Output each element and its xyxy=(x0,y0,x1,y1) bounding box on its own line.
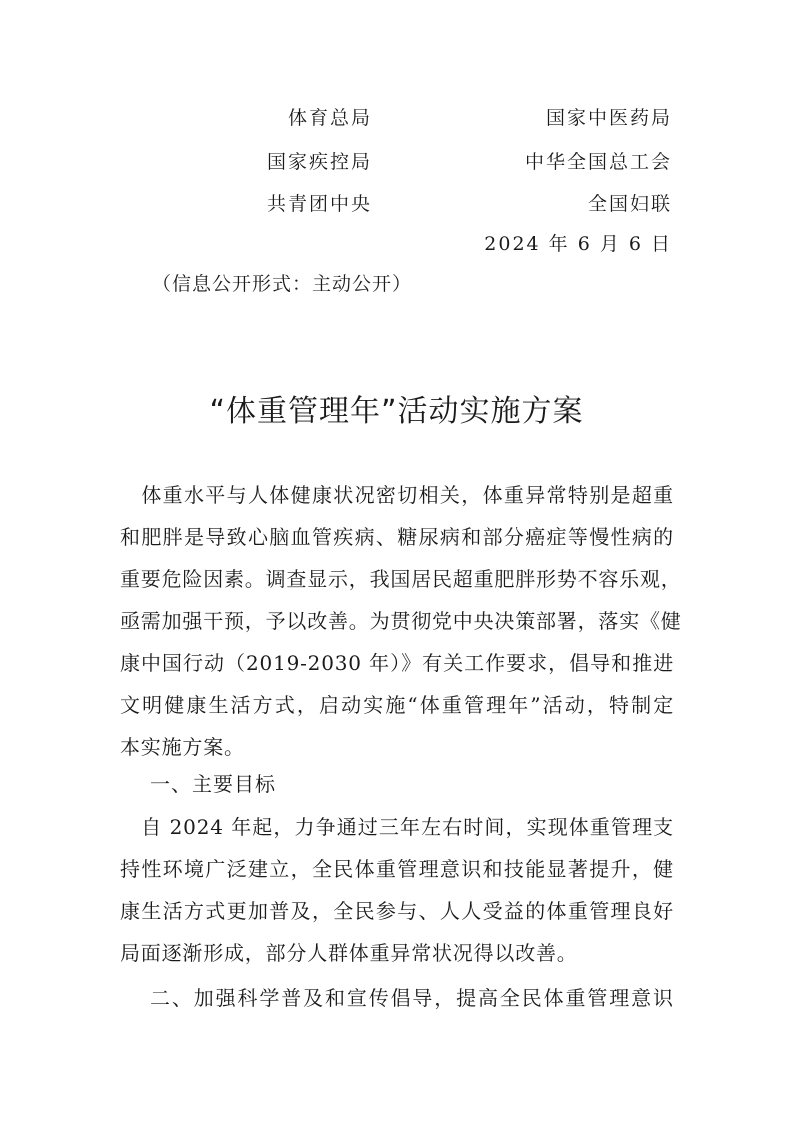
goals-line: 持性环境广泛建立，全民体重管理意识和技能显著提升，健 xyxy=(120,857,674,881)
intro-paragraph xyxy=(120,474,682,768)
signatory-left-1: 体育总局 xyxy=(287,107,372,129)
signatory-right-3: 全国妇联 xyxy=(587,193,672,215)
signatory-right-2: 中华全国总工会 xyxy=(524,151,672,173)
section-heading-science: 二、加强科学普及和宣传倡导，提高全民体重管理意识 xyxy=(150,986,674,1010)
goals-line: 康生活方式更加普及，全民参与、人人受益的体重管理良好 xyxy=(120,899,674,923)
signatory-right-1: 国家中医药局 xyxy=(545,107,672,129)
signatory-left-2: 国家疾控局 xyxy=(266,151,372,173)
intro-line: 康中国行动（2019-2030 年）》有关工作要求，倡导和推进 xyxy=(120,651,674,675)
disclosure-note: （信息公开形式：主动公开） xyxy=(152,273,413,295)
intro-line: 和肥胖是导致心脑血管疾病、糖尿病和部分癌症等慢性病的 xyxy=(120,525,674,549)
intro-line: 亟需加强干预，予以改善。为贯彻党中央决策部署，落实《健 xyxy=(120,609,682,633)
goals-line: 局面逐渐形成，部分人群体重异常状况得以改善。 xyxy=(120,941,578,965)
document-title: “体重管理年”活动实施方案 xyxy=(209,394,584,429)
goals-paragraph xyxy=(120,806,674,974)
signatory-left-3: 共青团中央 xyxy=(266,193,372,215)
intro-line: 本实施方案。 xyxy=(120,735,245,759)
intro-line: 重要危险因素。调查显示，我国居民超重肥胖形势不容乐观， xyxy=(120,567,682,591)
section-heading-goals: 一、主要目标 xyxy=(150,772,276,796)
issue-date: 2024 年 6 月 6 日 xyxy=(484,233,672,255)
intro-line: 体重水平与人体健康状况密切相关，体重异常特别是超重 xyxy=(120,483,674,507)
intro-line: 文明健康生活方式，启动实施“体重管理年”活动，特制定 xyxy=(120,693,674,717)
goals-line: 自 2024 年起，力争通过三年左右时间，实现体重管理支 xyxy=(120,815,674,839)
